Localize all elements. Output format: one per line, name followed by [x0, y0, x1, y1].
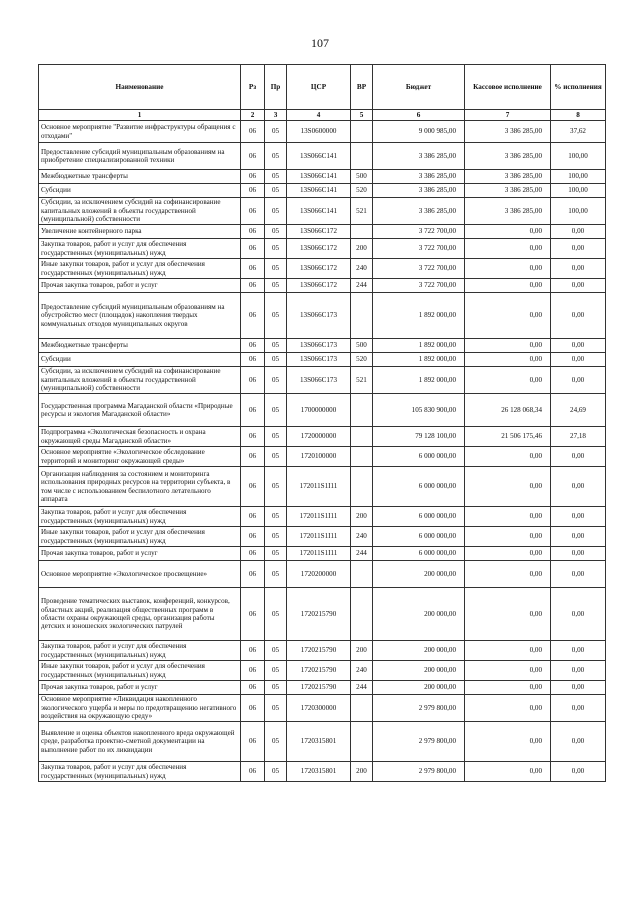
row-budget: 3 386 285,00 — [373, 170, 465, 184]
row-budget: 2 979 800,00 — [373, 695, 465, 722]
table-row — [39, 143, 606, 170]
row-pr: 05 — [265, 447, 287, 467]
row-name: Субсидии, за исключением субсидий на софинансирование капитальных вложений в объекты государственной (муниципальной) собственности — [39, 367, 241, 394]
row-pr: 05 — [265, 367, 287, 394]
row-vr: 244 — [351, 547, 373, 561]
row-percent: 100,00 — [551, 143, 606, 170]
row-csr: 172011S1I11 — [287, 467, 351, 507]
row-rz: 06 — [241, 143, 265, 170]
row-rz: 06 — [241, 447, 265, 467]
column-number: 4 — [287, 110, 351, 121]
row-percent: 0,00 — [551, 527, 606, 547]
row-name: Иные закупки товаров, работ и услуг для обеспечения государственных (муниципальных) нужд — [39, 259, 241, 279]
row-vr: 520 — [351, 184, 373, 198]
row-cash: 3 386 285,00 — [465, 121, 551, 143]
row-csr: 13S066C141 — [287, 143, 351, 170]
column-number: 6 — [373, 110, 465, 121]
row-vr: 240 — [351, 661, 373, 681]
table-row — [39, 661, 606, 681]
row-vr: 244 — [351, 279, 373, 293]
table-row — [39, 184, 606, 198]
row-percent: 0,00 — [551, 695, 606, 722]
row-name: Закупка товаров, работ и услуг для обеспечения государственных (муниципальных) нужд — [39, 762, 241, 782]
row-rz: 06 — [241, 695, 265, 722]
row-budget: 3 722 700,00 — [373, 239, 465, 259]
column-number: 5 — [351, 110, 373, 121]
row-percent: 0,00 — [551, 547, 606, 561]
column-number: 3 — [265, 110, 287, 121]
row-name: Государственная программа Магаданской области «Природные ресурсы и экология Магаданской области» — [39, 394, 241, 427]
row-csr: 13S066C173 — [287, 353, 351, 367]
row-csr: 13S066C172 — [287, 225, 351, 239]
table-row — [39, 588, 606, 641]
row-vr: 200 — [351, 762, 373, 782]
column-number-row — [39, 110, 606, 121]
row-vr: 200 — [351, 641, 373, 661]
row-vr: 240 — [351, 259, 373, 279]
row-cash: 3 386 285,00 — [465, 143, 551, 170]
row-name: Основное мероприятие «Экологическое просвещение» — [39, 561, 241, 588]
row-budget: 1 892 000,00 — [373, 367, 465, 394]
row-cash: 0,00 — [465, 722, 551, 762]
table-row — [39, 353, 606, 367]
column-number: 7 — [465, 110, 551, 121]
row-pr: 05 — [265, 507, 287, 527]
row-cash: 0,00 — [465, 695, 551, 722]
row-percent: 0,00 — [551, 367, 606, 394]
row-pr: 05 — [265, 527, 287, 547]
row-cash: 0,00 — [465, 561, 551, 588]
row-budget: 6 000 000,00 — [373, 547, 465, 561]
row-name: Иные закупки товаров, работ и услуг для обеспечения государственных (муниципальных) нужд — [39, 527, 241, 547]
row-rz: 06 — [241, 547, 265, 561]
row-vr: 521 — [351, 198, 373, 225]
row-csr: 1720215790 — [287, 661, 351, 681]
row-csr: 1720215790 — [287, 681, 351, 695]
table-row — [39, 447, 606, 467]
row-vr — [351, 722, 373, 762]
table-row — [39, 722, 606, 762]
row-pr: 05 — [265, 695, 287, 722]
row-rz: 06 — [241, 588, 265, 641]
row-vr: 521 — [351, 367, 373, 394]
row-pr: 05 — [265, 681, 287, 695]
row-name: Предоставление субсидий муниципальным образованиям на обустройство мест (площадок) накопления твердых коммунальных отходов муниципальных округов — [39, 293, 241, 339]
row-percent: 0,00 — [551, 353, 606, 367]
row-name: Закупка товаров, работ и услуг для обеспечения государственных (муниципальных) нужд — [39, 239, 241, 259]
table-row — [39, 198, 606, 225]
row-pr: 05 — [265, 225, 287, 239]
row-vr: 500 — [351, 339, 373, 353]
row-budget: 200 000,00 — [373, 641, 465, 661]
table-row — [39, 762, 606, 782]
row-rz: 06 — [241, 467, 265, 507]
row-pr: 05 — [265, 170, 287, 184]
row-pr: 05 — [265, 121, 287, 143]
row-name: Подпрограмма «Экологическая безопасность и охрана окружающей среды Магаданской области» — [39, 427, 241, 447]
row-percent: 24,69 — [551, 394, 606, 427]
row-budget: 3 722 700,00 — [373, 259, 465, 279]
row-percent: 100,00 — [551, 184, 606, 198]
row-vr: 200 — [351, 239, 373, 259]
row-vr: 200 — [351, 507, 373, 527]
table-row — [39, 695, 606, 722]
table-body — [39, 121, 606, 782]
row-pr: 05 — [265, 561, 287, 588]
row-percent: 0,00 — [551, 339, 606, 353]
row-name: Закупка товаров, работ и услуг для обеспечения государственных (муниципальных) нужд — [39, 641, 241, 661]
row-vr — [351, 225, 373, 239]
row-budget: 6 000 000,00 — [373, 467, 465, 507]
table-row — [39, 561, 606, 588]
row-percent: 0,00 — [551, 279, 606, 293]
row-cash: 0,00 — [465, 467, 551, 507]
row-vr — [351, 588, 373, 641]
row-budget: 3 386 285,00 — [373, 198, 465, 225]
row-budget: 2 979 800,00 — [373, 762, 465, 782]
row-pr: 05 — [265, 588, 287, 641]
table-row — [39, 681, 606, 695]
row-budget: 1 892 000,00 — [373, 353, 465, 367]
row-rz: 06 — [241, 507, 265, 527]
row-cash: 0,00 — [465, 239, 551, 259]
row-pr: 05 — [265, 762, 287, 782]
row-rz: 06 — [241, 762, 265, 782]
row-percent: 0,00 — [551, 722, 606, 762]
row-csr: 1720200000 — [287, 561, 351, 588]
row-csr: 13S066C172 — [287, 279, 351, 293]
row-budget: 105 830 900,00 — [373, 394, 465, 427]
row-cash: 0,00 — [465, 588, 551, 641]
column-number: 1 — [39, 110, 241, 121]
table-row — [39, 394, 606, 427]
row-pr: 05 — [265, 467, 287, 507]
row-vr: 500 — [351, 170, 373, 184]
row-vr: 244 — [351, 681, 373, 695]
row-budget: 6 000 000,00 — [373, 527, 465, 547]
table-row — [39, 259, 606, 279]
row-csr: 172011S1I11 — [287, 547, 351, 561]
row-vr — [351, 695, 373, 722]
row-csr: 1720300000 — [287, 695, 351, 722]
row-name: Закупка товаров, работ и услуг для обеспечения государственных (муниципальных) нужд — [39, 507, 241, 527]
row-rz: 06 — [241, 527, 265, 547]
row-percent: 100,00 — [551, 170, 606, 184]
row-csr: 1720000000 — [287, 427, 351, 447]
row-csr: 172011S1I11 — [287, 507, 351, 527]
row-budget: 1 892 000,00 — [373, 339, 465, 353]
row-rz: 06 — [241, 293, 265, 339]
header-csr: ЦСР — [287, 65, 351, 110]
table-row — [39, 547, 606, 561]
row-budget: 3 722 700,00 — [373, 279, 465, 293]
row-rz: 06 — [241, 184, 265, 198]
row-vr — [351, 143, 373, 170]
row-vr — [351, 427, 373, 447]
row-csr: 1720215790 — [287, 641, 351, 661]
row-name: Межбюджетные трансферты — [39, 170, 241, 184]
row-percent: 100,00 — [551, 198, 606, 225]
header-percent: % исполнения — [551, 65, 606, 110]
table-row — [39, 239, 606, 259]
row-percent: 37,62 — [551, 121, 606, 143]
row-rz: 06 — [241, 661, 265, 681]
row-percent: 0,00 — [551, 507, 606, 527]
row-csr: 1720315801 — [287, 722, 351, 762]
row-name: Организация наблюдения за состоянием и мониторинга использования природных ресурсов на территории субъекта, в том числе с использованием беспилотного летательного аппарата — [39, 467, 241, 507]
row-rz: 06 — [241, 427, 265, 447]
row-rz: 06 — [241, 641, 265, 661]
row-cash: 0,00 — [465, 293, 551, 339]
row-csr: 1720100000 — [287, 447, 351, 467]
column-number: 2 — [241, 110, 265, 121]
row-name: Проведение тематических выставок, конференций, конкурсов, областных акций, реализация общественных программ в области охраны окружающей среды, организация работы детских и юношеских экологических патрулей — [39, 588, 241, 641]
row-pr: 05 — [265, 427, 287, 447]
row-name: Иные закупки товаров, работ и услуг для обеспечения государственных (муниципальных) нужд — [39, 661, 241, 681]
row-csr: 172011S1I11 — [287, 527, 351, 547]
row-pr: 05 — [265, 661, 287, 681]
row-rz: 06 — [241, 259, 265, 279]
row-pr: 05 — [265, 722, 287, 762]
row-budget: 200 000,00 — [373, 681, 465, 695]
row-cash: 3 386 285,00 — [465, 184, 551, 198]
row-rz: 06 — [241, 198, 265, 225]
row-name: Прочая закупка товаров, работ и услуг — [39, 547, 241, 561]
row-percent: 27,18 — [551, 427, 606, 447]
row-cash: 0,00 — [465, 447, 551, 467]
row-pr: 05 — [265, 143, 287, 170]
table-row — [39, 507, 606, 527]
row-budget: 200 000,00 — [373, 561, 465, 588]
row-csr: 13S066C173 — [287, 367, 351, 394]
row-percent: 0,00 — [551, 259, 606, 279]
row-csr: 13S066C172 — [287, 239, 351, 259]
row-csr: 1700000000 — [287, 394, 351, 427]
row-vr — [351, 561, 373, 588]
row-name: Основное мероприятие «Ликвидация накопленного экологического ущерба и меры по предотвращению негативного воздействия на окружающую среду» — [39, 695, 241, 722]
row-csr: 13S066C173 — [287, 339, 351, 353]
row-percent: 0,00 — [551, 447, 606, 467]
row-rz: 06 — [241, 561, 265, 588]
row-percent: 0,00 — [551, 225, 606, 239]
row-cash: 0,00 — [465, 661, 551, 681]
budget-execution-table — [38, 64, 606, 782]
table-row — [39, 467, 606, 507]
table-row — [39, 527, 606, 547]
row-name: Предоставление субсидий муниципальным образованиям на приобретение специализированной техники — [39, 143, 241, 170]
row-budget: 200 000,00 — [373, 588, 465, 641]
row-budget: 9 000 985,00 — [373, 121, 465, 143]
row-percent: 0,00 — [551, 641, 606, 661]
table-row — [39, 427, 606, 447]
row-vr — [351, 293, 373, 339]
row-cash: 21 506 175,46 — [465, 427, 551, 447]
row-rz: 06 — [241, 681, 265, 695]
header-row — [39, 65, 606, 110]
row-percent: 0,00 — [551, 681, 606, 695]
row-percent: 0,00 — [551, 561, 606, 588]
row-budget: 2 979 800,00 — [373, 722, 465, 762]
row-cash: 0,00 — [465, 641, 551, 661]
row-rz: 06 — [241, 239, 265, 259]
row-vr — [351, 447, 373, 467]
table-row — [39, 279, 606, 293]
row-budget: 1 892 000,00 — [373, 293, 465, 339]
row-rz: 06 — [241, 353, 265, 367]
row-pr: 05 — [265, 279, 287, 293]
header-rz: Рз — [241, 65, 265, 110]
row-budget: 3 386 285,00 — [373, 184, 465, 198]
row-rz: 06 — [241, 367, 265, 394]
row-name: Прочая закупка товаров, работ и услуг — [39, 681, 241, 695]
row-percent: 0,00 — [551, 293, 606, 339]
table-row — [39, 367, 606, 394]
row-name: Основное мероприятие «Экологическое обследование территорий и мониторинг окружающей среды» — [39, 447, 241, 467]
row-cash: 0,00 — [465, 225, 551, 239]
row-rz: 06 — [241, 170, 265, 184]
row-percent: 0,00 — [551, 239, 606, 259]
row-csr: 13S0600000 — [287, 121, 351, 143]
row-name: Субсидии — [39, 184, 241, 198]
budget-table-container — [38, 64, 605, 782]
row-vr: 520 — [351, 353, 373, 367]
row-rz: 06 — [241, 722, 265, 762]
row-cash: 0,00 — [465, 762, 551, 782]
row-csr: 13S066C141 — [287, 170, 351, 184]
row-percent: 0,00 — [551, 762, 606, 782]
row-cash: 0,00 — [465, 681, 551, 695]
row-budget: 3 386 285,00 — [373, 143, 465, 170]
row-name: Субсидии, за исключением субсидий на софинансирование капитальных вложений в объекты государственной (муниципальной) собственности — [39, 198, 241, 225]
row-budget: 6 000 000,00 — [373, 507, 465, 527]
row-name: Межбюджетные трансферты — [39, 339, 241, 353]
row-budget: 6 000 000,00 — [373, 447, 465, 467]
row-name: Прочая закупка товаров, работ и услуг — [39, 279, 241, 293]
header-cash: Кассовое исполнение — [465, 65, 551, 110]
row-cash: 0,00 — [465, 547, 551, 561]
table-row — [39, 339, 606, 353]
row-pr: 05 — [265, 547, 287, 561]
row-vr — [351, 467, 373, 507]
header-name: Наименование — [39, 65, 241, 110]
row-rz: 06 — [241, 225, 265, 239]
header-budget: Бюджет — [373, 65, 465, 110]
row-csr: 1720215790 — [287, 588, 351, 641]
page-number: 107 — [311, 36, 329, 50]
row-name: Субсидии — [39, 353, 241, 367]
row-csr: 13S066C141 — [287, 184, 351, 198]
row-cash: 0,00 — [465, 279, 551, 293]
row-cash: 0,00 — [465, 353, 551, 367]
row-rz: 06 — [241, 279, 265, 293]
header-vr: ВР — [351, 65, 373, 110]
row-pr: 05 — [265, 198, 287, 225]
row-vr: 240 — [351, 527, 373, 547]
row-vr — [351, 394, 373, 427]
table-row — [39, 121, 606, 143]
row-csr: 13S066C173 — [287, 293, 351, 339]
row-rz: 06 — [241, 394, 265, 427]
row-name: Увеличение контейнерного парка — [39, 225, 241, 239]
row-cash: 0,00 — [465, 259, 551, 279]
row-cash: 3 386 285,00 — [465, 170, 551, 184]
row-pr: 05 — [265, 394, 287, 427]
row-vr — [351, 121, 373, 143]
row-cash: 0,00 — [465, 527, 551, 547]
row-name: Основное мероприятие "Развитие инфраструктуры обращения с отходами" — [39, 121, 241, 143]
row-percent: 0,00 — [551, 467, 606, 507]
table-row — [39, 641, 606, 661]
row-budget: 200 000,00 — [373, 661, 465, 681]
row-budget: 79 128 100,00 — [373, 427, 465, 447]
row-name: Выявление и оценка объектов накопленного вреда окружающей среде, разработка проектно-сметной документации на выполнение работ по их ликвидации — [39, 722, 241, 762]
row-csr: 13S066C172 — [287, 259, 351, 279]
table-row — [39, 293, 606, 339]
row-percent: 0,00 — [551, 588, 606, 641]
row-budget: 3 722 700,00 — [373, 225, 465, 239]
table-row — [39, 170, 606, 184]
table-row — [39, 225, 606, 239]
row-csr: 1720315801 — [287, 762, 351, 782]
row-cash: 0,00 — [465, 339, 551, 353]
row-rz: 06 — [241, 339, 265, 353]
row-cash: 3 386 285,00 — [465, 198, 551, 225]
row-pr: 05 — [265, 259, 287, 279]
row-pr: 05 — [265, 641, 287, 661]
row-cash: 0,00 — [465, 507, 551, 527]
column-number: 8 — [551, 110, 606, 121]
header-pr: Пр — [265, 65, 287, 110]
row-cash: 26 128 068,34 — [465, 394, 551, 427]
row-pr: 05 — [265, 353, 287, 367]
row-rz: 06 — [241, 121, 265, 143]
row-pr: 05 — [265, 184, 287, 198]
row-csr: 13S066C141 — [287, 198, 351, 225]
row-percent: 0,00 — [551, 661, 606, 681]
row-pr: 05 — [265, 239, 287, 259]
row-cash: 0,00 — [465, 367, 551, 394]
row-pr: 05 — [265, 339, 287, 353]
row-pr: 05 — [265, 293, 287, 339]
